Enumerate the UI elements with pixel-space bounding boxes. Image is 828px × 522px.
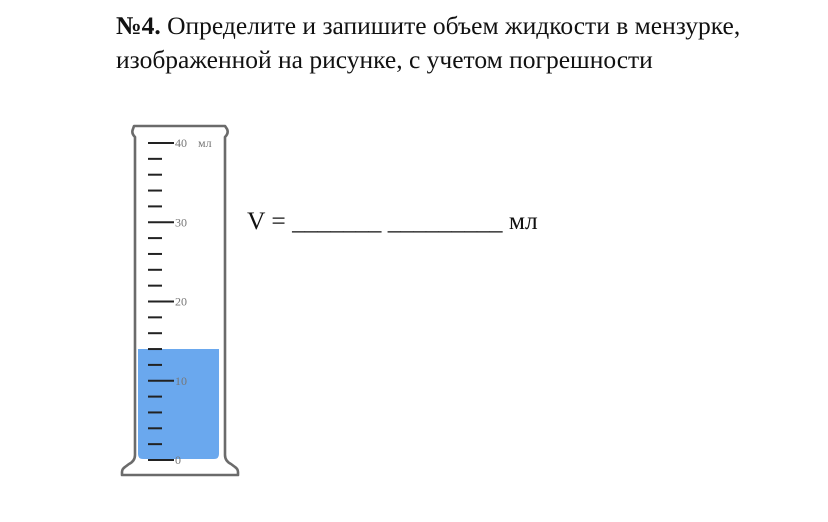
answer-equals: = xyxy=(264,206,293,235)
answer-unit: мл xyxy=(502,206,538,235)
scale-label: 20 xyxy=(175,294,187,309)
scale-label: 0 xyxy=(175,453,181,467)
answer-blank-value: _______ xyxy=(292,206,382,235)
unit-label: мл xyxy=(198,136,212,150)
scale-label: 10 xyxy=(175,373,187,388)
task-text: Определите и запишите объем жидкости в мензурке, изображенной на рисунке, с учетом погрешности xyxy=(116,11,741,74)
scale-label: 40 xyxy=(175,136,187,150)
task-number: №4. xyxy=(116,11,161,40)
scale-label: 30 xyxy=(175,215,187,230)
answer-blank-error: _________ xyxy=(387,206,503,235)
answer-variable: V xyxy=(247,206,265,235)
